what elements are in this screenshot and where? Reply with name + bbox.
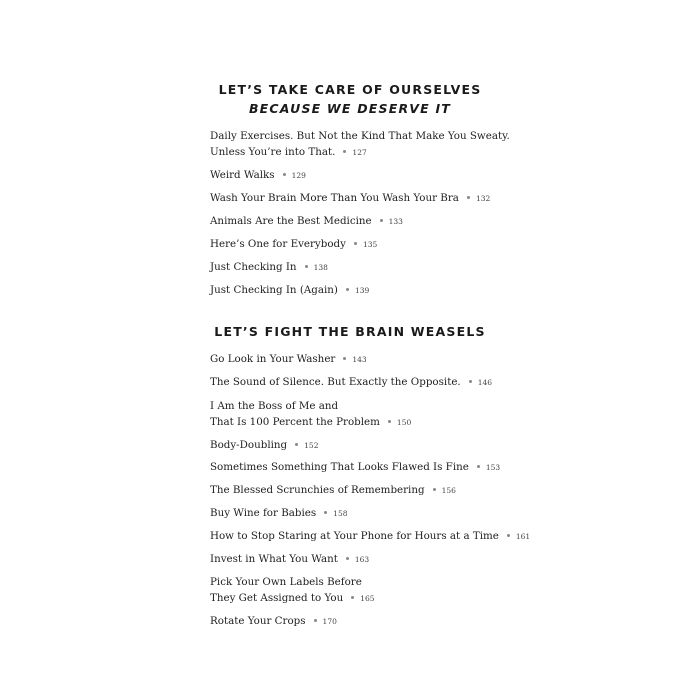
toc-entry[interactable]	[210, 505, 540, 522]
bullet-dot-icon	[354, 242, 357, 245]
entry-title-line: That Is 100 Percent the Problem	[210, 416, 380, 428]
page-number: 143	[352, 355, 367, 364]
bullet-dot-icon	[283, 173, 286, 176]
page-number: 133	[388, 217, 403, 226]
bullet-dot-icon	[305, 265, 308, 268]
bullet-dot-icon	[433, 488, 436, 491]
toc-entry[interactable]	[210, 167, 540, 184]
toc-entry[interactable]	[210, 613, 540, 630]
bullet-dot-icon	[343, 357, 346, 360]
toc-entry[interactable]	[210, 128, 540, 161]
entry-title-line: Body-Doubling	[210, 439, 288, 451]
entry-title-line: Pick Your Own Labels Before	[210, 576, 362, 588]
entry-title-line: Just Checking In (Again)	[210, 284, 338, 296]
page-number: 139	[354, 286, 370, 295]
bullet-dot-icon	[477, 465, 480, 468]
toc-entry[interactable]	[210, 482, 540, 499]
page-number: 165	[360, 594, 375, 603]
page-number: 163	[354, 555, 370, 564]
bullet-dot-icon	[507, 534, 510, 537]
page-number: 135	[362, 240, 378, 249]
entry-title-line: Here’s One for Everybody	[210, 238, 346, 250]
toc-entry[interactable]	[210, 236, 540, 253]
entry-title-line: Sometimes Something That Looks Flawed Is Fine	[210, 461, 469, 473]
entry-title-line: Go Look in Your Washer	[210, 353, 336, 365]
entry-title-line: The Blessed Scrunchies of Remembering	[210, 484, 425, 496]
entry-title-line: Buy Wine for Babies	[210, 507, 317, 519]
toc-entry[interactable]	[210, 398, 540, 431]
bullet-dot-icon	[469, 380, 472, 383]
page-number: 146	[477, 378, 493, 387]
entry-title-line: Rotate Your Crops	[210, 615, 306, 627]
bullet-dot-icon	[351, 596, 354, 599]
toc-entry[interactable]	[210, 190, 540, 207]
page-number: 170	[322, 617, 337, 626]
page-number: 156	[441, 486, 456, 495]
toc-entry[interactable]	[210, 574, 540, 607]
page-number: 152	[304, 441, 319, 450]
entry-title-line: Unless You’re into That.	[210, 146, 336, 158]
page-number: 150	[396, 418, 412, 427]
bullet-dot-icon	[314, 619, 317, 622]
toc-entry[interactable]	[210, 551, 540, 568]
entry-title-line: Wash Your Brain More Than You Wash Your Bra	[210, 192, 459, 204]
entry-title-line: The Sound of Silence. But Exactly the Opposite.	[210, 376, 461, 388]
bullet-dot-icon	[467, 196, 470, 199]
page-number: 161	[515, 532, 531, 541]
page-number: 138	[313, 263, 328, 272]
entry-title-line: Animals Are the Best Medicine	[210, 215, 372, 227]
toc-entry[interactable]	[210, 374, 540, 391]
bullet-dot-icon	[380, 219, 383, 222]
entry-title-line: Daily Exercises. But Not the Kind That Make You Sweaty.	[210, 130, 510, 142]
entry-title-line: Just Checking In	[210, 261, 297, 273]
section-1-title: LET’S TAKE CARE OF OURSELVES	[218, 82, 482, 97]
bullet-dot-icon	[295, 443, 298, 446]
bullet-dot-icon	[346, 288, 349, 291]
section-1-subtitle: BECAUSE WE DESERVE IT	[248, 101, 452, 116]
toc-entry[interactable]	[210, 437, 540, 454]
entry-title-line: Weird Walks	[210, 169, 275, 181]
bullet-dot-icon	[343, 150, 346, 153]
page-number: 129	[291, 171, 306, 180]
bullet-dot-icon	[388, 420, 391, 423]
entry-title-line: Invest in What You Want	[210, 553, 338, 565]
toc-entry[interactable]	[210, 351, 540, 368]
entry-title-line: They Get Assigned to You	[210, 592, 344, 604]
toc-entry[interactable]	[210, 459, 540, 476]
toc-entry[interactable]	[210, 213, 540, 230]
page-number: 158	[333, 509, 348, 518]
entry-title-line: I Am the Boss of Me and	[210, 400, 339, 412]
toc-entry[interactable]	[210, 528, 540, 545]
entry-title-line: How to Stop Staring at Your Phone for Hours at a Time	[210, 530, 499, 542]
page-number: 127	[352, 148, 367, 157]
bullet-dot-icon	[324, 511, 327, 514]
toc-entry[interactable]	[210, 282, 540, 299]
bullet-dot-icon	[346, 557, 349, 560]
page-number: 153	[485, 463, 501, 472]
section-2-title: LET’S FIGHT THE BRAIN WEASELS	[214, 324, 486, 339]
page-number: 132	[475, 194, 491, 203]
toc-entry[interactable]	[210, 259, 540, 276]
